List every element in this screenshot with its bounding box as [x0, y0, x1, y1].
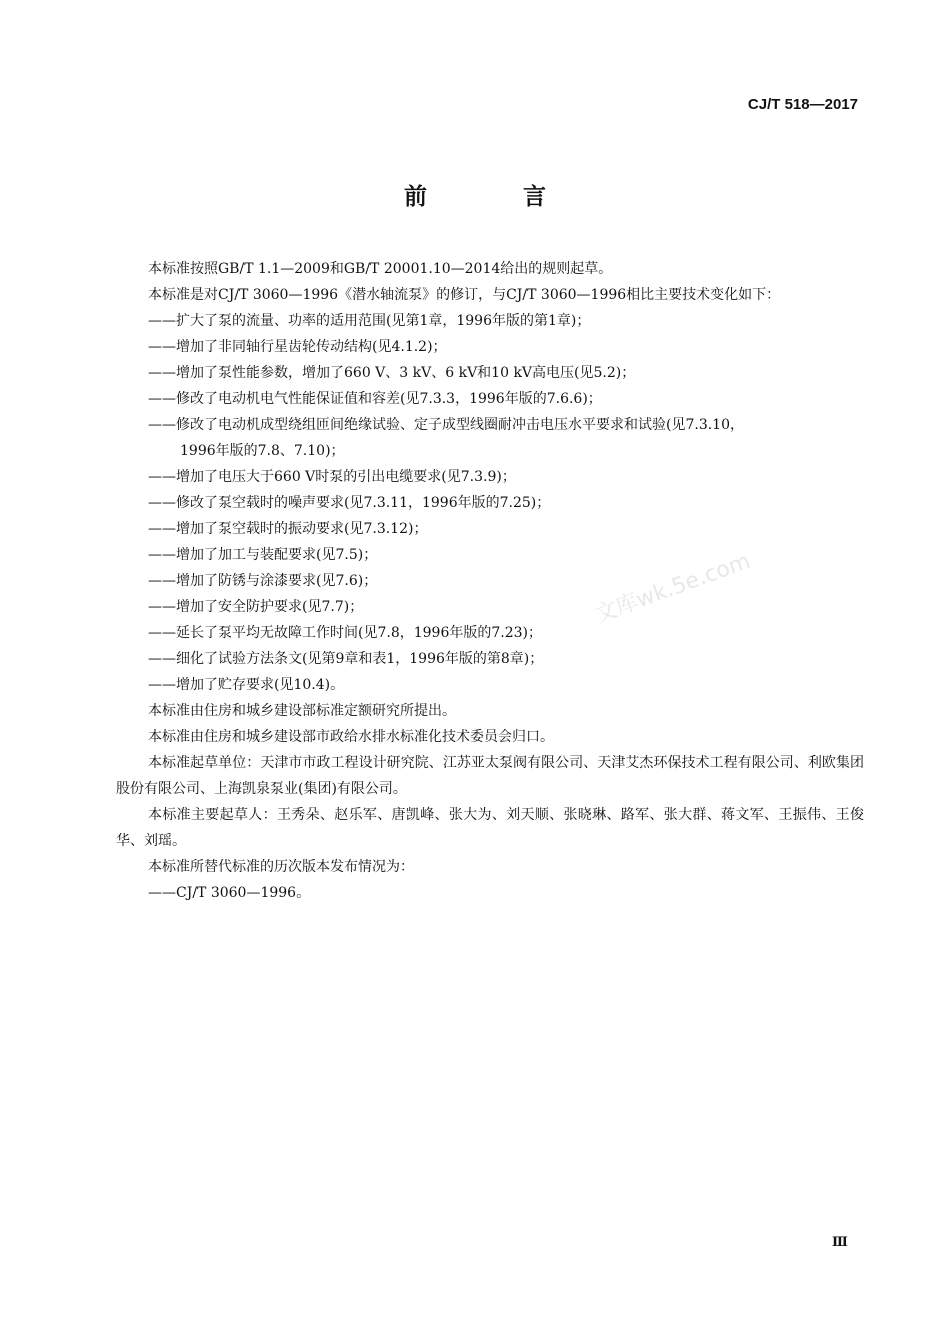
change-item: ——增加了泵空载时的振动要求(见7.3.12)；: [148, 521, 428, 537]
foreword-body: [116, 256, 864, 906]
paragraph: 本标准由住房和城乡建设部市政给水排水标准化技术委员会归口。: [148, 729, 554, 745]
page-title: 前 言: [403, 184, 590, 210]
paragraph: 本标准由住房和城乡建设部标准定额研究所提出。: [148, 703, 456, 719]
change-item: ——增加了泵性能参数，增加了660 V、3 kV、6 kV和10 kV高电压(见5.2)；: [148, 365, 636, 381]
change-item: ——修改了泵空载时的噪声要求(见7.3.11，1996年版的7.25)；: [148, 495, 551, 511]
change-item: ——延长了泵平均无故障工作时间(见7.8，1996年版的7.23)；: [148, 625, 542, 641]
paragraph: 本标准按照GB/T 1.1—2009和GB/T 20001.10—2014给出的规则起草。: [148, 261, 613, 277]
paragraph: 本标准所替代标准的历次版本发布情况为：: [148, 859, 414, 875]
change-item-continuation: 1996年版的7.8、7.10)；: [180, 443, 345, 459]
paragraph: 本标准是对CJ/T 3060—1996《潜水轴流泵》的修订，与CJ/T 3060—1996相比主要技术变化如下：: [148, 287, 781, 303]
change-item: ——扩大了泵的流量、功率的适用范围(见第1章，1996年版的第1章)；: [148, 313, 591, 329]
standard-code: CJ/T 518—2017: [747, 96, 858, 113]
page-number: Ⅲ: [832, 1235, 848, 1250]
change-item: ——增加了贮存要求(见10.4)。: [148, 677, 345, 693]
paragraph-drafting-units: 本标准起草单位：天津市市政工程设计研究院、江苏亚太泵阀有限公司、天津艾杰环保技术工程有限公司、利欧集团股份有限公司、上海凯泉泵业(集团)有限公司。: [116, 755, 864, 797]
change-item: ——增加了加工与装配要求(见7.5)；: [148, 547, 378, 563]
change-item: ——增加了非同轴行星齿轮传动结构(见4.1.2)；: [148, 339, 447, 355]
change-item: ——增加了防锈与涂漆要求(见7.6)；: [148, 573, 378, 589]
change-item: ——细化了试验方法条文(见第9章和表1，1996年版的第8章)；: [148, 651, 544, 667]
watermark: 文库wk.5e.com: [591, 548, 754, 629]
change-item: ——修改了电动机成型绕组匝间绝缘试验、定子成型线圈耐冲击电压水平要求和试验(见7.3.10，: [148, 417, 744, 433]
replaced-version-item: ——CJ/T 3060—1996。: [148, 885, 311, 901]
change-item: ——修改了电动机电气性能保证值和容差(见7.3.3，1996年版的7.6.6)；: [148, 391, 602, 407]
change-item: ——增加了安全防护要求(见7.7)；: [148, 599, 364, 615]
change-item: ——增加了电压大于660 V时泵的引出电缆要求(见7.3.9)；: [148, 469, 516, 485]
paragraph-drafters: 本标准主要起草人：王秀朵、赵乐军、唐凯峰、张大为、刘天顺、张晓琳、路军、张大群、蒋文军、王振伟、王俊华、刘瑶。: [116, 807, 864, 849]
